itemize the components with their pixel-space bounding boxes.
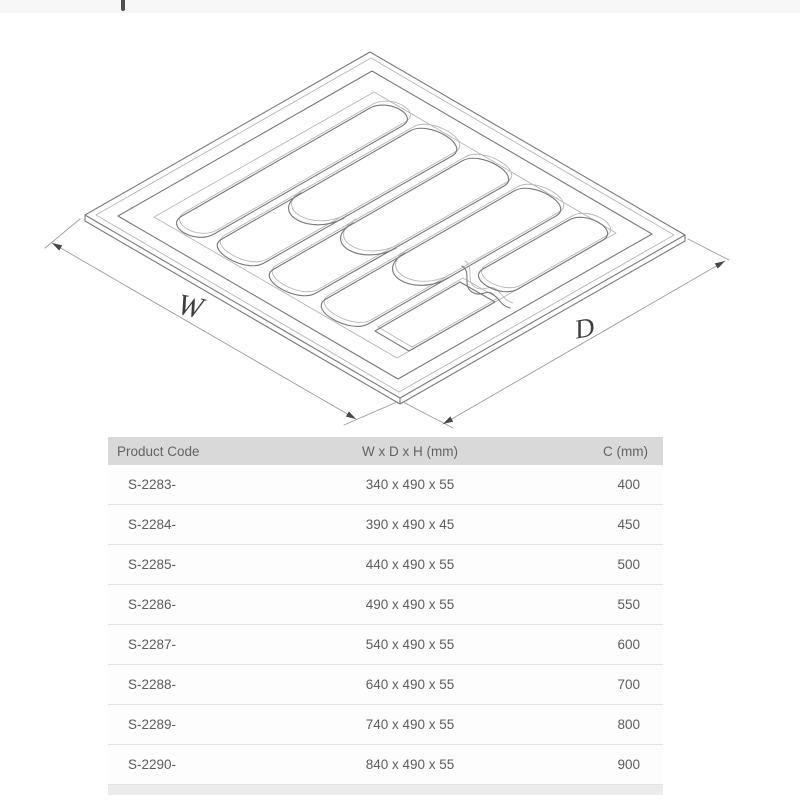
cell-product-code: S-2288- bbox=[128, 677, 177, 692]
table-bottom-strip bbox=[108, 785, 663, 795]
dimension-extension-lines-d bbox=[403, 239, 729, 428]
cell-cabinet-width: 700 bbox=[617, 677, 640, 692]
cell-dimensions: 440 x 490 x 55 bbox=[365, 557, 455, 572]
right-upper-compartment bbox=[478, 217, 607, 291]
cell-dimensions: 640 x 490 x 55 bbox=[365, 677, 455, 692]
knife-channel bbox=[177, 105, 408, 237]
dimension-extension-lines-w bbox=[45, 219, 397, 425]
cell-product-code: S-2285- bbox=[128, 557, 177, 572]
cell-cabinet-width: 800 bbox=[617, 717, 640, 732]
cell-dimensions: 540 x 490 x 55 bbox=[365, 637, 455, 652]
channel-1-echo bbox=[220, 124, 459, 261]
width-label: W bbox=[174, 287, 206, 326]
table-row bbox=[108, 465, 663, 505]
table-row bbox=[108, 665, 663, 705]
cell-cabinet-width: 450 bbox=[617, 517, 640, 532]
table-header bbox=[108, 437, 663, 465]
table-row bbox=[108, 705, 663, 745]
dimension-line-w bbox=[52, 243, 356, 419]
cell-dimensions: 340 x 490 x 55 bbox=[365, 477, 455, 492]
table-row bbox=[108, 505, 663, 545]
wavy-divider-echo bbox=[465, 261, 513, 303]
right-upper-compartment-echo bbox=[481, 213, 610, 287]
tray-wall-bottom-line bbox=[85, 221, 685, 404]
knife-channel-echo bbox=[180, 101, 411, 233]
cell-cabinet-width: 400 bbox=[617, 477, 640, 492]
tray-wall-corner-ticks bbox=[85, 215, 685, 404]
channel-3-echo bbox=[324, 184, 563, 322]
depth-label: D bbox=[572, 311, 597, 345]
col-header-cabinet-width: C (mm) bbox=[603, 443, 648, 459]
dimension-arrow-w-start bbox=[52, 243, 62, 251]
right-lower-compartment bbox=[375, 282, 495, 351]
cell-product-code: S-2290- bbox=[128, 757, 177, 772]
col-header-dimensions: W x D x H (mm) bbox=[362, 443, 458, 459]
channel-3 bbox=[321, 188, 560, 326]
cell-dimensions: 390 x 490 x 45 bbox=[365, 517, 455, 532]
dimension-arrow-d-start bbox=[443, 416, 453, 424]
dimension-arrow-w-end bbox=[346, 411, 356, 419]
col-header-product-code: Product Code bbox=[117, 443, 200, 459]
table-row bbox=[108, 545, 663, 585]
tray-floor-edge-line bbox=[154, 92, 616, 358]
tray-outer-rim-line bbox=[85, 52, 685, 398]
dimension-arrow-d-end bbox=[715, 261, 725, 269]
table-row bbox=[108, 745, 663, 785]
cell-product-code: S-2286- bbox=[128, 597, 177, 612]
cell-dimensions: 740 x 490 x 55 bbox=[365, 717, 455, 732]
cell-product-code: S-2284- bbox=[128, 517, 177, 532]
cell-dimensions: 840 x 490 x 55 bbox=[365, 757, 455, 772]
cell-product-code: S-2289- bbox=[128, 717, 177, 732]
cell-product-code: S-2287- bbox=[128, 637, 177, 652]
channel-2-echo bbox=[272, 154, 511, 291]
table-row bbox=[108, 585, 663, 625]
cell-product-code: S-2283- bbox=[128, 477, 177, 492]
cell-cabinet-width: 900 bbox=[617, 757, 640, 772]
cell-cabinet-width: 600 bbox=[617, 637, 640, 652]
tray-inner-rim-line bbox=[118, 71, 652, 379]
spec-table bbox=[108, 437, 663, 795]
cell-cabinet-width: 500 bbox=[617, 557, 640, 572]
cell-dimensions: 490 x 490 x 55 bbox=[365, 597, 455, 612]
table-row bbox=[108, 625, 663, 665]
cell-cabinet-width: 550 bbox=[617, 597, 640, 612]
